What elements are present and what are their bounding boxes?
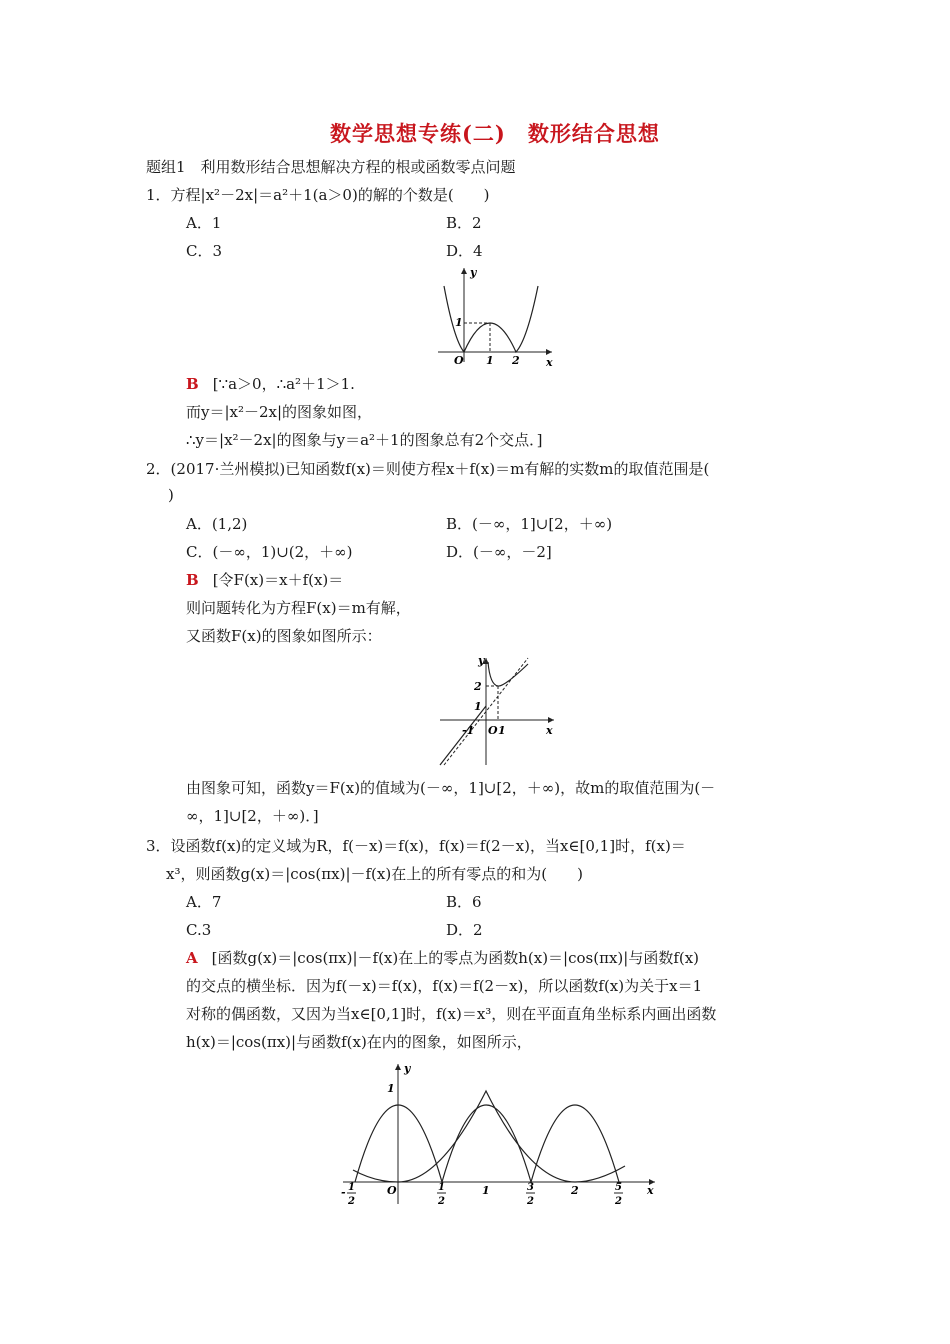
q2-sol2: 则问题转化为方程F(x)＝m有解， [186, 599, 411, 617]
q3-graph [335, 1058, 665, 1208]
q2-label-1x: 1 [498, 724, 506, 737]
q3-sol1: [函数g(x)＝|cos(πx)|－f(x)在上的零点为函数h(x)＝|cos(πx)|与函数f(x) [211, 949, 700, 967]
q2-label-neg1: -1 [462, 724, 475, 737]
q2-stem-line1: 2．(2017·兰州模拟)已知函数f(x)＝则使方程x＋f(x)＝m有解的实数m的取值范围是( [146, 460, 710, 478]
q3-option-a: A．7 [186, 893, 222, 911]
q1-x-arrow [546, 349, 552, 355]
q3-label-y: y [404, 1062, 411, 1075]
q2-option-d: D．(－∞，－2] [446, 543, 552, 561]
q1-sol2: 而y＝|x²－2x|的图象如图， [186, 403, 373, 421]
q3-option-d: D．2 [446, 921, 483, 939]
q1-stem: 1．方程|x²－2x|＝a²＋1(a＞0)的解的个数是( ) [146, 186, 490, 204]
page-title: 数学思想专练(二) 数形结合思想 [330, 121, 660, 146]
q1-option-a: A．1 [186, 214, 222, 232]
q2-sol3: 又函数F(x)的图象如图所示： [186, 627, 382, 645]
q1-option-d: D．4 [446, 242, 483, 260]
q3-stem-line2: x³，则函数g(x)＝|cos(πx)|－f(x)在上的所有零点的和为( ) [166, 865, 583, 883]
q3-label-1: 1 [482, 1184, 490, 1197]
q2-option-a: A．(1,2) [186, 515, 248, 533]
q1-answer: B [186, 375, 199, 393]
q3-stem-line1: 3．设函数f(x)的定义域为R，f(－x)＝f(x)，f(x)＝f(2－x)，当x∈[0,1]时，f(x)＝ [146, 837, 686, 855]
q2-x-arrow [548, 717, 554, 723]
q3-label-den1: 2 [348, 1196, 355, 1207]
q1-sol3: ∴y＝|x²－2x|的图象与y＝a²＋1的图象总有2个交点．] [186, 431, 543, 449]
q2-label-y: y [478, 654, 485, 667]
q2-sol5: ∞，1]∪[2，＋∞)．] [186, 807, 319, 825]
q2-sol1: [令F(x)＝x＋f(x)＝ [212, 571, 344, 589]
q1-option-c: C．3 [186, 242, 223, 260]
q2-solution-line1 [186, 570, 343, 590]
q1-label-1x: 1 [486, 354, 494, 367]
q3-option-c: C.3 [186, 921, 212, 939]
q3-label-num1a: 1 [348, 1182, 355, 1193]
q3-answer: A [186, 949, 198, 967]
q1-option-b: B．2 [446, 214, 482, 232]
q3-label-o: O [387, 1184, 397, 1197]
q3-sol2: 的交点的横坐标．因为f(－x)＝f(x)，f(x)＝f(2－x)，所以函数f(x)为关于x＝1 [186, 977, 703, 995]
q3-cos-curve [355, 1105, 619, 1182]
q3-label-num3: 3 [527, 1182, 534, 1193]
q3-solution-line1 [186, 948, 699, 968]
q3-label-2: 2 [571, 1184, 579, 1197]
q3-sol3: 对称的偶函数，又因为当x∈[0,1]时，f(x)＝x³，则在平面直角坐标系内画出函数 [186, 1005, 717, 1023]
q3-label-den3: 2 [527, 1196, 534, 1207]
q2-option-c: C．(－∞，1)∪(2，＋∞) [186, 543, 353, 561]
q3-label-x: x [647, 1184, 654, 1197]
q1-label-x: x [546, 356, 553, 368]
q2-label-x: x [546, 724, 553, 737]
q3-y-arrow [395, 1064, 401, 1070]
q3-label-den2: 2 [438, 1196, 445, 1207]
q3-label-num5: 5 [615, 1182, 622, 1193]
q2-answer: B [186, 571, 199, 589]
q2-label-o: O [488, 724, 498, 737]
q1-graph [430, 262, 560, 368]
q1-label-2x: 2 [512, 354, 520, 367]
q1-sol1: [∵a＞0，∴a²＋1＞1. [212, 375, 355, 393]
q3-label-minus: - [341, 1186, 346, 1199]
q1-label-o: O [454, 354, 464, 367]
q1-label-y: y [470, 266, 477, 279]
q2-label-1y: 1 [474, 700, 482, 713]
q2-option-b: B．(－∞，1]∪[2，＋∞) [446, 515, 613, 533]
q1-y-arrow [461, 268, 467, 274]
q2-sol4: 由图象可知，函数y＝F(x)的值域为(－∞，1]∪[2，＋∞)，故m的取值范围为(－ [186, 779, 716, 797]
q2-label-2: 2 [474, 680, 482, 693]
q3-label-num1b: 1 [438, 1182, 445, 1193]
q3-f-curve [353, 1091, 625, 1182]
group-heading: 题组1 利用数形结合思想解决方程的根或函数零点问题 [146, 158, 516, 176]
q2-graph [432, 650, 562, 770]
q3-label-1y: 1 [387, 1082, 395, 1095]
q1-solution-line1 [186, 374, 355, 394]
q1-label-1y: 1 [455, 316, 463, 329]
q3-sol4: h(x)＝|cos(πx)|与函数f(x)在内的图象，如图所示， [186, 1033, 532, 1051]
q2-stem-line2: ) [168, 486, 174, 504]
q3-label-den4: 2 [615, 1196, 622, 1207]
q3-option-b: B．6 [446, 893, 482, 911]
